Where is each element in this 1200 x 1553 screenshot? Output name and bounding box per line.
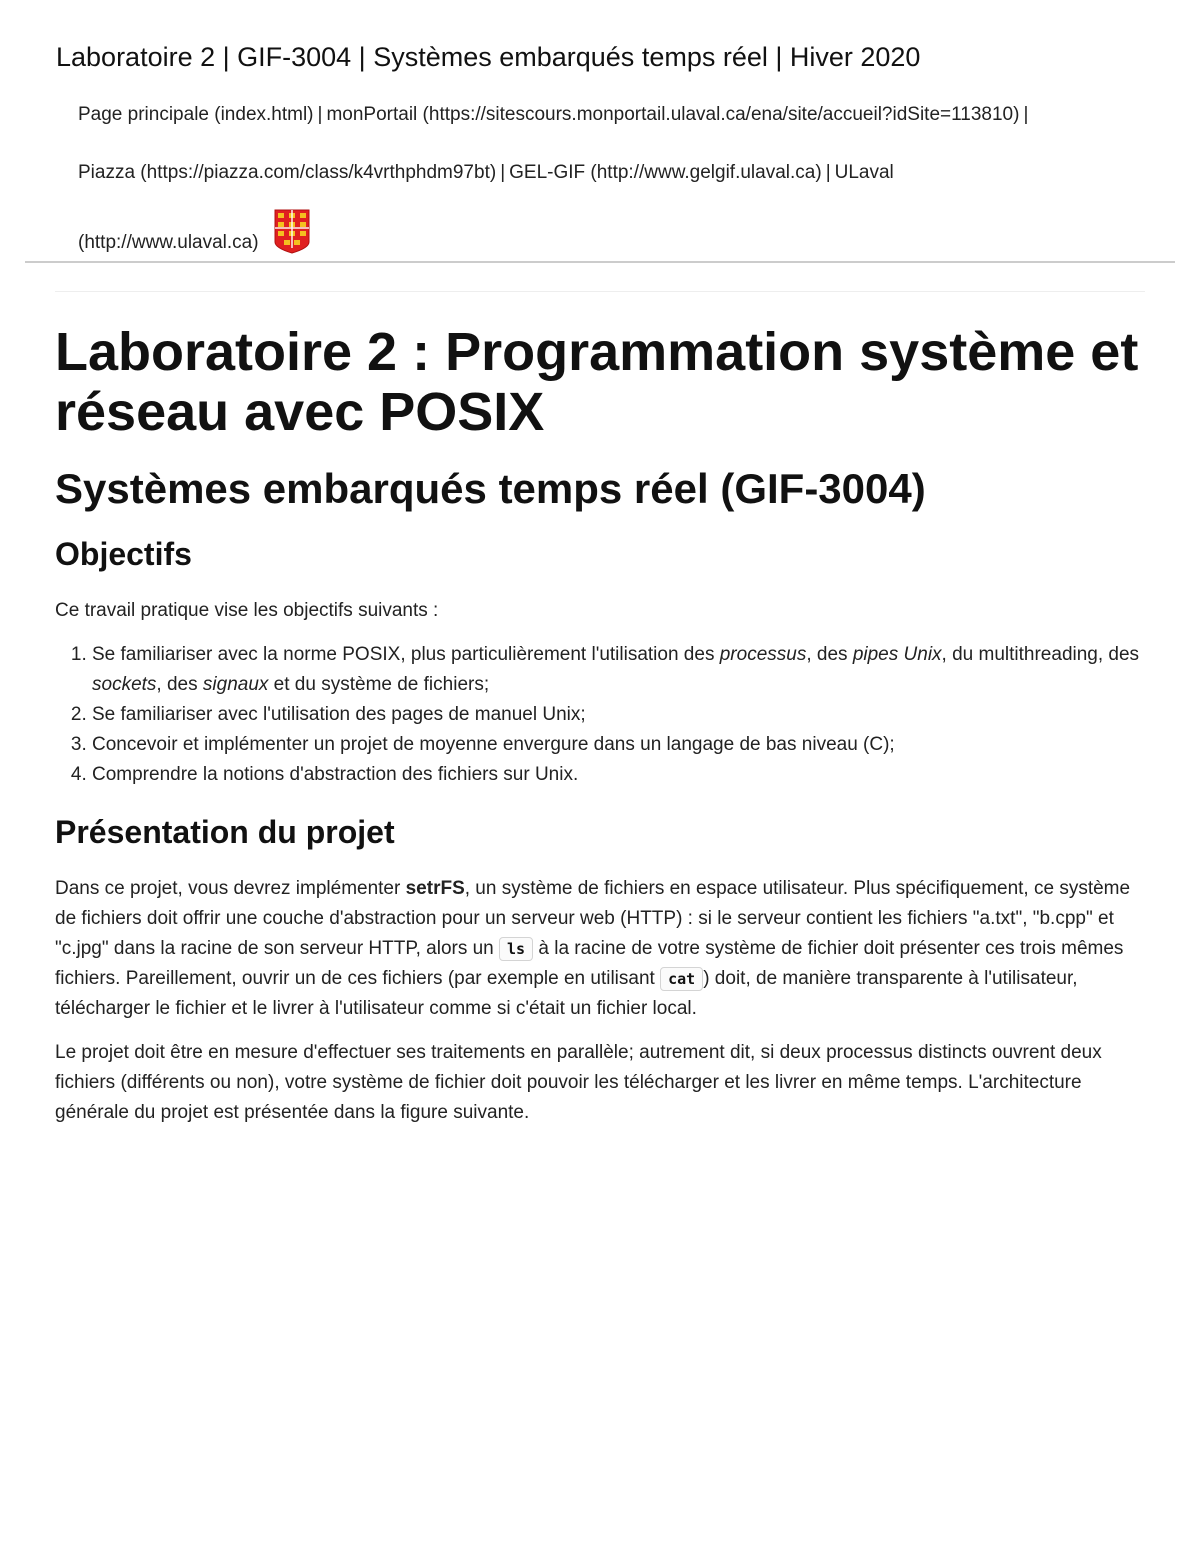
nav-link-piazza[interactable]: Piazza (https://piazza.com/class/k4vrthphdm97bt): [78, 162, 497, 183]
list-item: 2. Se familiariser avec l'utilisation des pages de manuel Unix;: [92, 700, 1145, 730]
setrfs-name: setrFS: [405, 878, 465, 899]
presentation-paragraph-1: [55, 874, 1145, 1024]
objectives-intro: Ce travail pratique vise les objectifs suivants :: [55, 600, 439, 621]
objectives-heading: Objectifs: [55, 536, 192, 572]
para-text: à la racine de votre système de fichier doit présenter ces trois mêmes fichiers. Pareillement, ouvrir un de ces fichiers (par exemple en utilisant: [55, 938, 1124, 989]
para-text: Dans ce projet, vous devrez implémenter: [55, 878, 406, 899]
list-item: 3. Concevoir et implémenter un projet de moyenne envergure dans un langage de bas niveau (C);: [92, 730, 1145, 760]
item-text: , des: [156, 674, 203, 695]
site-title: Laboratoire 2 | GIF-3004 | Systèmes embarqués temps réel | Hiver 2020: [56, 42, 921, 72]
nav-separator: |: [500, 162, 506, 183]
item-text: , du multithreading, des: [941, 644, 1140, 665]
nav-link-monportail[interactable]: monPortail (https://sitescours.monportail.ulaval.ca/ena/site/accueil?idSite=113810): [326, 104, 1020, 125]
item-em-pipes: pipes Unix: [852, 644, 942, 665]
nav-separator: |: [1023, 104, 1029, 125]
item-em-signaux: signaux: [202, 674, 269, 695]
nav-link-ulaval[interactable]: ULaval: [834, 162, 894, 183]
ulaval-crest-icon[interactable]: [273, 208, 311, 266]
para-text: , un système de fichiers en espace utilisateur. Plus spécifiquement, ce système de fichiers doit offrir une couche d'abstraction pour un serveur web (HTTP) : si le serveur contient les fichiers "a.txt", "b.cpp" et "c.jpg" dans la racine de son serveur HTTP, alors un: [55, 878, 1131, 959]
item-text: et du système de fichiers;: [268, 674, 490, 695]
nav-link-ulaval-url[interactable]: (http://www.ulaval.ca): [78, 232, 259, 254]
inline-code-ls: ls: [499, 937, 533, 961]
nav-line-2: [78, 156, 1178, 214]
item-em-sockets: sockets: [92, 674, 157, 695]
list-item: [92, 640, 1145, 700]
nav-line-3: [78, 214, 1178, 272]
objectives-list: [55, 640, 1145, 790]
page-subtitle: Systèmes embarqués temps réel (GIF-3004): [55, 465, 926, 512]
nav-link-gelgif[interactable]: GEL-GIF (http://www.gelgif.ulaval.ca): [509, 162, 822, 183]
header-divider: [25, 261, 1175, 263]
page-title: Laboratoire 2 : Programmation système et réseau avec POSIX: [55, 322, 1139, 442]
item-em-processus: processus: [719, 644, 807, 665]
presentation-paragraph-2: Le projet doit être en mesure d'effectuer ses traitements en parallèle; autrement dit, si deux processus distincts ouvrent deux fichiers (différents ou non), votre système de fichier doit pouvoir les télécharger et les livrer en même temps. L'architecture générale du projet est présentée dans la figure suivante.: [55, 1042, 1102, 1123]
main-content: [55, 322, 1145, 1142]
list-item: 4. Comprendre la notions d'abstraction des fichiers sur Unix.: [92, 760, 1145, 790]
nav-separator: |: [825, 162, 831, 183]
item-text: , des: [806, 644, 853, 665]
nav-line-1: [78, 98, 1178, 156]
nav-separator: |: [317, 104, 323, 125]
para-text: ) doit, de manière transparente à l'utilisateur, télécharger le fichier et le livrer à l'utilisateur comme si c'était un fichier local.: [55, 968, 1078, 1019]
inline-code-cat: cat: [660, 967, 703, 991]
presentation-heading: Présentation du projet: [55, 814, 395, 850]
item-text: Se familiariser avec la norme POSIX, plus particulièrement l'utilisation des: [92, 644, 720, 665]
top-nav: [78, 98, 1178, 272]
content-divider: [55, 291, 1145, 292]
nav-link-main-page[interactable]: Page principale (index.html): [78, 104, 314, 125]
